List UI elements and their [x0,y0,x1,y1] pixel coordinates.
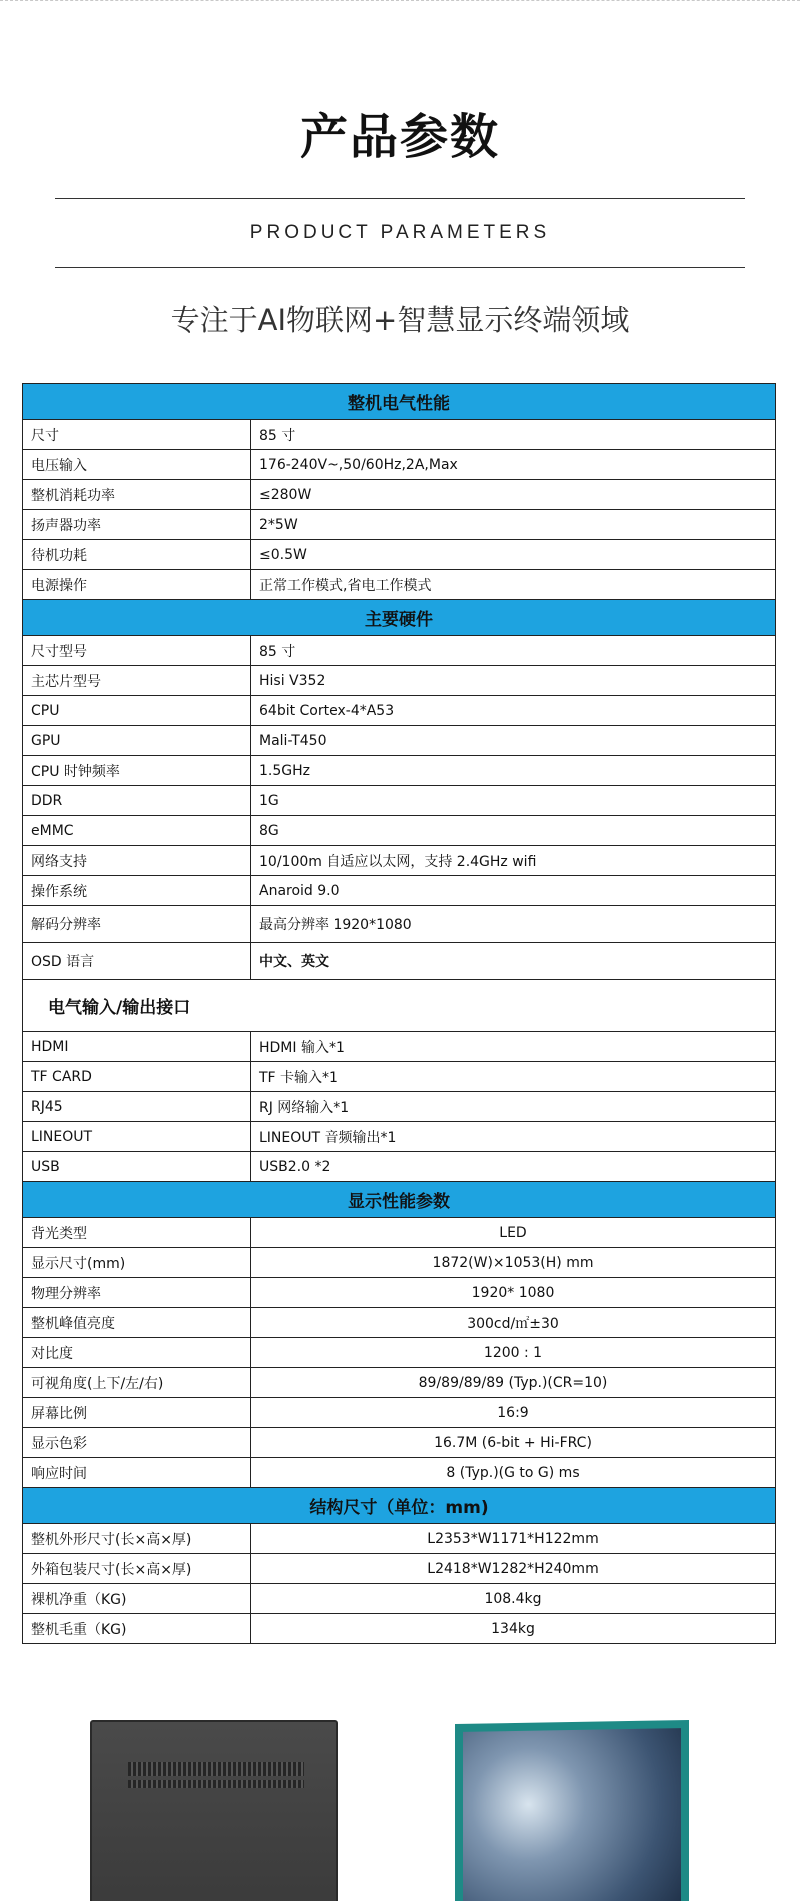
spec-label: 尺寸型号 [23,636,251,666]
table-row [23,1218,776,1248]
spec-value: 300cd/㎡±30 [251,1308,776,1338]
spec-value: 最高分辨率 1920*1080 [251,906,776,943]
top-dashed-border [0,0,800,2]
spec-label: 显示尺寸(mm) [23,1248,251,1278]
spec-value: 64bit Cortex-4*A53 [251,696,776,726]
spec-label: 整机毛重（KG) [23,1614,251,1644]
spec-label: OSD 语言 [23,943,251,980]
section-title: 显示性能参数 [23,1182,776,1218]
spec-label: TF CARD [23,1062,251,1092]
spec-label: 整机外形尺寸(长×高×厚) [23,1524,251,1554]
spec-label: 待机功耗 [23,540,251,570]
spec-value: 8G [251,816,776,846]
product-photos [0,1700,800,1901]
table-row [23,450,776,480]
spec-value: RJ 网络输入*1 [251,1092,776,1122]
spec-value: 1200 : 1 [251,1338,776,1368]
spec-label: 解码分辨率 [23,906,251,943]
spec-value: LINEOUT 音频输出*1 [251,1122,776,1152]
table-row [23,420,776,450]
table-row [23,540,776,570]
table-row [23,846,776,876]
spec-label: 背光类型 [23,1218,251,1248]
table-row [23,943,776,980]
table-row [23,1554,776,1584]
spec-value: ≤0.5W [251,540,776,570]
spec-label: CPU 时钟频率 [23,756,251,786]
spec-label: 物理分辨率 [23,1278,251,1308]
spec-value: 8 (Typ.)(G to G) ms [251,1458,776,1488]
spec-value: 1920* 1080 [251,1278,776,1308]
spec-value: ≤280W [251,480,776,510]
page-subtitle-en: PRODUCT PARAMETERS [249,222,551,243]
table-row [23,570,776,600]
spec-value: Mali-T450 [251,726,776,756]
spec-label: 整机峰值亮度 [23,1308,251,1338]
spec-label: CPU [23,696,251,726]
spec-value: L2418*W1282*H240mm [251,1554,776,1584]
table-row [23,510,776,540]
table-row [23,1524,776,1554]
spec-value: 89/89/89/89 (Typ.)(CR=10) [251,1368,776,1398]
table-row [23,756,776,786]
spec-label: GPU [23,726,251,756]
section-header-structure [23,1488,776,1524]
spec-value: 10/100m 自适应以太网，支持 2.4GHz wifi [251,846,776,876]
table-row [23,906,776,943]
spec-value: 2*5W [251,510,776,540]
table-row [23,1152,776,1182]
section-header-hardware [23,600,776,636]
spec-value: 1.5GHz [251,756,776,786]
slogan: 专注于AI物联网+智慧显示终端领域 [170,303,630,337]
spec-label: RJ45 [23,1092,251,1122]
spec-value: 16:9 [251,1398,776,1428]
vent-grille [128,1762,304,1776]
table-row [23,876,776,906]
vent-grille [128,1780,304,1788]
spec-value: Hisi V352 [251,666,776,696]
spec-value: USB2.0 *2 [251,1152,776,1182]
spec-label: DDR [23,786,251,816]
screen-image [463,1728,681,1901]
spec-label: 操作系统 [23,876,251,906]
spec-label: 对比度 [23,1338,251,1368]
spec-value: TF 卡输入*1 [251,1062,776,1092]
spec-value: 中文、英文 [251,943,776,980]
spec-label: 裸机净重（KG) [23,1584,251,1614]
table-row [23,1428,776,1458]
table-row [23,1092,776,1122]
table-row [23,1308,776,1338]
table-row [23,1398,776,1428]
spec-label: 主芯片型号 [23,666,251,696]
table-row [23,1122,776,1152]
spec-label: 外箱包装尺寸(长×高×厚) [23,1554,251,1584]
table-row [23,726,776,756]
spec-label: USB [23,1152,251,1182]
spec-label: HDMI [23,1032,251,1062]
spec-value: 正常工作模式,省电工作模式 [251,570,776,600]
spec-value: 85 寸 [251,636,776,666]
divider-bottom [55,267,745,268]
section-title: 主要硬件 [23,600,776,636]
section-header-electrical [23,384,776,420]
spec-value: 134kg [251,1614,776,1644]
spec-label: LINEOUT [23,1122,251,1152]
table-row [23,480,776,510]
table-row [23,1062,776,1092]
spec-value: LED [251,1218,776,1248]
spec-label: 可视角度(上下/左/右) [23,1368,251,1398]
spec-label: 显示色彩 [23,1428,251,1458]
table-row [23,786,776,816]
section-title: 结构尺寸（单位：mm) [23,1488,776,1524]
table-row [23,666,776,696]
spec-label: 整机消耗功率 [23,480,251,510]
spec-label: 电源操作 [23,570,251,600]
spec-value: 16.7M (6-bit + Hi-FRC) [251,1428,776,1458]
spec-label: 网络支持 [23,846,251,876]
spec-value: HDMI 输入*1 [251,1032,776,1062]
section-header-io [23,980,776,1032]
table-row [23,1032,776,1062]
page-title: 产品参数 [299,109,500,165]
table-row [23,1248,776,1278]
spec-value: Anaroid 9.0 [251,876,776,906]
section-header-display [23,1182,776,1218]
table-row [23,1368,776,1398]
table-row [23,1278,776,1308]
divider-top [55,198,745,199]
section-title: 整机电气性能 [23,384,776,420]
spec-label: 扬声器功率 [23,510,251,540]
table-row [23,1338,776,1368]
spec-label: 屏幕比例 [23,1398,251,1428]
product-front-image [455,1720,689,1901]
spec-value: 1872(W)×1053(H) mm [251,1248,776,1278]
spec-label: 尺寸 [23,420,251,450]
table-row [23,1614,776,1644]
table-row [23,1584,776,1614]
table-row [23,816,776,846]
spec-value: 85 寸 [251,420,776,450]
table-row [23,636,776,666]
product-back-image [90,1720,338,1901]
spec-label: 响应时间 [23,1458,251,1488]
spec-label: eMMC [23,816,251,846]
section-title: 电气输入/输出接口 [23,980,776,1032]
table-row [23,696,776,726]
spec-table [22,383,776,1644]
spec-value: L2353*W1171*H122mm [251,1524,776,1554]
spec-label: 电压输入 [23,450,251,480]
spec-value: 176-240V~,50/60Hz,2A,Max [251,450,776,480]
spec-value: 1G [251,786,776,816]
spec-value: 108.4kg [251,1584,776,1614]
table-row [23,1458,776,1488]
